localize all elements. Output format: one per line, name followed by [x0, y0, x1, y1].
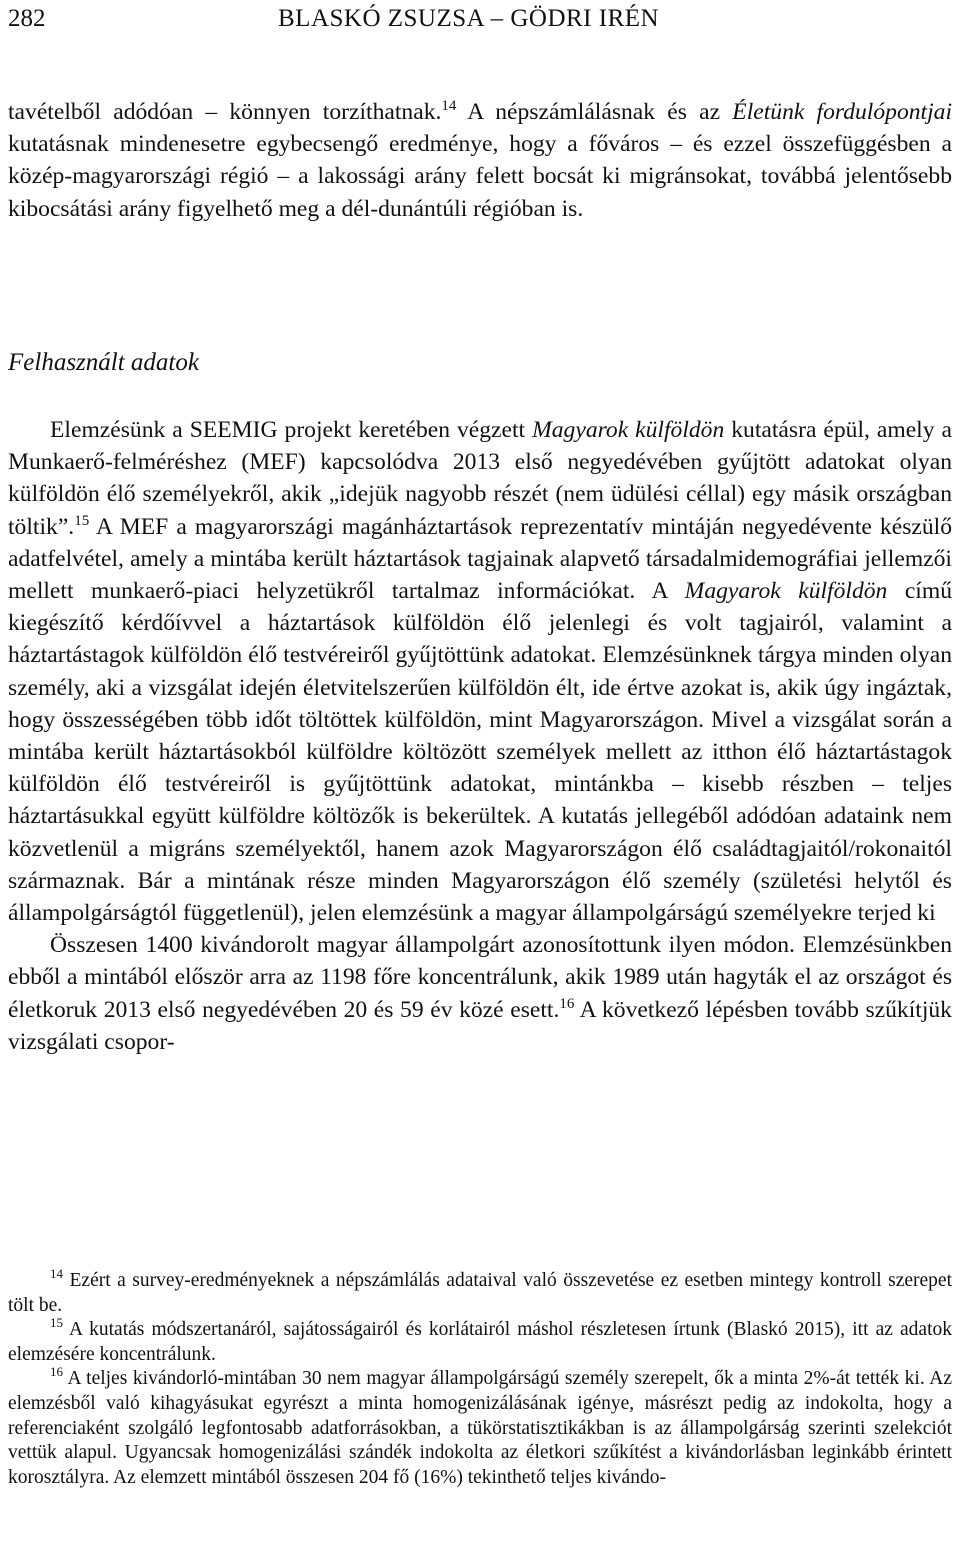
paragraph-2-text-a: Elemzésünk a SEEMIG projekt keretében végzett [50, 417, 533, 443]
footnotes [8, 1266, 952, 1490]
footnote-ref-16[interactable]: 16 [559, 995, 575, 1012]
paragraph-1-text-a: tavételből adódóan – könnyen torzíthatnak. [8, 99, 442, 125]
paragraph-2 [8, 414, 952, 929]
paragraph-1-italic-title: Életünk fordulópontjai [732, 99, 952, 125]
paragraph-2-text-b: kutatásra épül, amely a Munkaerő-felméréshez (MEF) kapcsolódva 2013 első negyedévében gyűjtött adatokat olyan külföldön élő személyekről, akik „idejük nagyobb részét (nem üdülési céllal) egy másik országban töltik”. [8, 417, 952, 540]
paragraph-2-italic-1: Magyarok külföldön [532, 417, 725, 443]
page-number: 282 [8, 5, 46, 32]
paragraph-2-text-d: című kiegészítő kérdőívvel a háztartások külföldön élő jelenlegi és volt tagjairól, valamint a háztartástagok külföldön élő testvéreiről gyűjtöttünk adatokat. Elemzésünknek tárgya minden olyan személy, aki a vizsgálat idején életvitelszerűen külföldön élt, ide értve azokat is, akik úgy ingáztak, hogy összességében több időt töltöttek külföldön, mint Magyarországon. Mivel a vizsgálat során a mintába került háztartásokból külföldre költözött személyek mellett az itthon élő háztartástagok külföldön élő testvéreiről is gyűjtöttünk adatokat, mintánkba – kisebb részben – teljes háztartásukkal együtt külföldre költözők is bekerültek. A kutatás jellegéből adódóan adataink nem közvetlenül a migráns személyektől, hanem azok Magyarországon élő családtagjaitól/rokonaitól származnak. Bár a mintának része minden Magyarországon élő személy (születési helytől és állampolgárságtól függetlenül), jelen elemzésünk a magyar állampolgárságú személyekre terjed ki [8, 578, 952, 927]
paragraph-3-text-b: A következő lépésben tovább szűkítjük vizsgálati csopor- [8, 996, 952, 1055]
footnote-15 [8, 1315, 952, 1367]
footnote-number: 14 [50, 1266, 63, 1281]
paragraph-1 [8, 96, 952, 225]
footnote-number: 16 [50, 1364, 63, 1380]
footnote-text: A kutatás módszertanáról, sajátosságairól és korlátairól máshol részletesen írtunk (Blaskó 2015), itt az adatok elemzésére koncentrálunk. [8, 1319, 952, 1365]
footnote-ref-15[interactable]: 15 [74, 512, 90, 529]
paragraph-1-text-b: A népszámlálásnak és az [456, 99, 733, 125]
footnote-ref-14[interactable]: 14 [441, 98, 457, 114]
paragraph-2-text-c: A MEF a magyarországi magánháztartások reprezentatív mintáján negyedévente készülő adatfelvétel, amely a mintába került háztartások tagjainak alapvető társadalmidemográfiai jellemzői mellett munkaerő-piaci helyzetükről tartalmaz információkat. A [8, 513, 952, 605]
footnote-14 [8, 1266, 952, 1318]
paragraph-3-text-a: Összesen 1400 kivándorolt magyar állampolgárt azonosítottunk ilyen módon. Elemzésünkben ebből a mintából először arra az 1198 főre koncentrálunk, akik 1989 után hagyták el az országot és életkoruk 2013 első negyedévében 20 és 59 év közé esett. [8, 932, 952, 1023]
section-body [8, 414, 952, 1058]
paragraph-1-text-c: kutatásnak mindenesetre egybecsengő eredménye, hogy a főváros – és ezzel összefüggésben a közép-magyarországi régió – a lakossági arány felett bocsát ki migránsokat, továbbá jelentősebb kibocsátási arány figyelhető meg a dél-dunántúli régióban is. [8, 131, 952, 222]
page-header [8, 2, 952, 36]
paragraph-2-italic-2: Magyarok külföldön [684, 578, 888, 605]
footnote-16 [8, 1364, 952, 1490]
footnote-text: Ezért a survey-eredményeknek a népszámlálás adataival való összevetése ez esetben mintegy kontroll szerepet tölt be. [8, 1270, 952, 1316]
footnote-number: 15 [50, 1315, 63, 1331]
section-title: Felhasznált adatok [8, 349, 199, 376]
running-title: BLASKÓ ZSUZSA – GÖDRI IRÉN [278, 5, 660, 32]
footnote-text: A teljes kivándorló-mintában 30 nem magyar állampolgárságú személy szerepelt, ők a minta 2%-át tették ki. Az elemzésből való kihagyásukat egyrészt a minta homogenizálásának igénye, másrészt pedig az indokolta, hogy a referenciaként szolgáló legfontosabb adatforrásokban, a tükörstatisztikákban is az állampolgárság szerinti szelekciót vettük alapul. Ugyancsak homogenizálási szándék indokolta az életkori szűkítést a kivándorlásban leginkább érintett korosztályra. Az elemzett mintából összesen 204 fő (16%) tekinthető teljes kivándo- [8, 1368, 952, 1488]
paragraph-3 [8, 929, 952, 1058]
